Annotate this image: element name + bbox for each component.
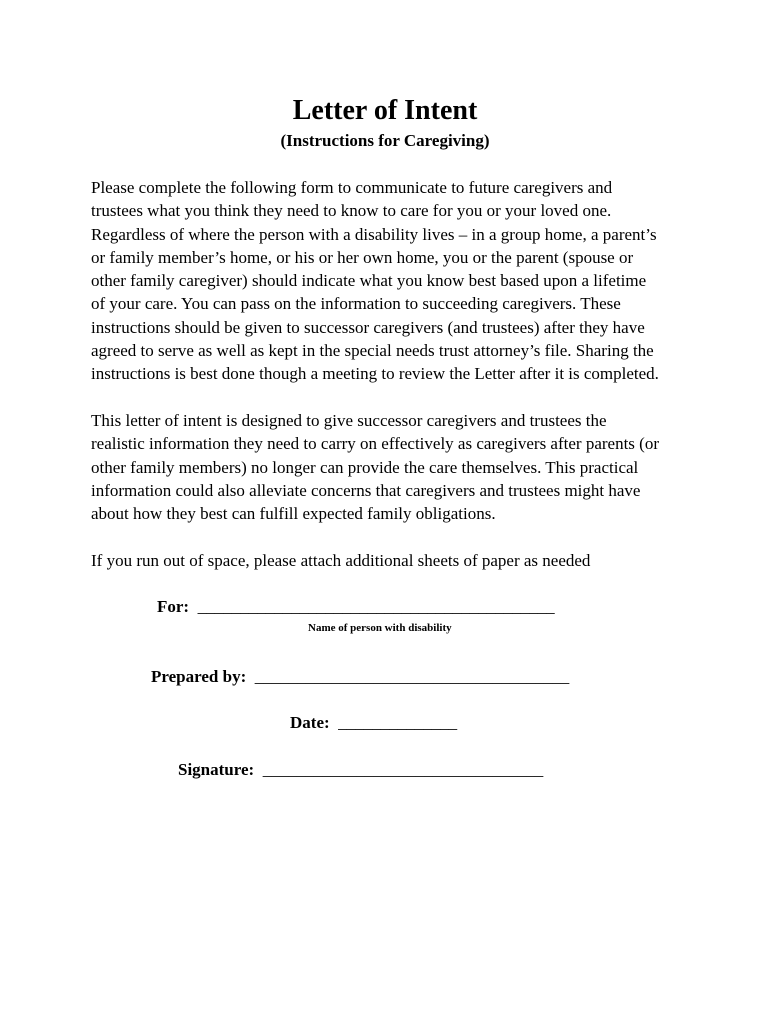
date-blank-line[interactable]: ______________ [338,713,458,732]
paragraph-line: If you run out of space, please attach additional sheets of paper as needed [91,551,591,570]
date-label: Date: [290,713,330,732]
prepared-by-field [151,666,569,688]
intro-paragraph [91,176,691,386]
paragraph-line: Regardless of where the person with a disability lives – in a group home, a parent’s [91,224,657,244]
document-subtitle: (Instructions for Caregiving) [280,131,490,150]
paragraph-line: other family caregiver) should indicate what you know best based upon a lifetime [91,271,647,291]
for-field [157,596,555,618]
paragraph-line: of your care. You can pass on the information to succeeding caregivers. These [91,294,621,314]
document-title: Letter of Intent [292,95,478,126]
prepared-by-label: Prepared by: [151,667,247,686]
prepared-by-blank-line[interactable]: _____________________________________ [254,667,570,686]
space-note-paragraph [91,549,691,572]
purpose-paragraph [91,409,691,525]
signature-label: Signature: [178,760,255,779]
paragraph-line: realistic information they need to carry on effectively as caregivers after parents (or [91,434,659,454]
paragraph-line: Please complete the following form to communicate to future caregivers and [91,178,613,197]
paragraph-line: instructions is best done though a meeting to review the Letter after it is completed. [91,364,659,384]
paragraph-line: This letter of intent is designed to give successor caregivers and trustees the [91,411,607,430]
paragraph-line: about how they best can fulfill expected family obligations. [91,504,496,524]
signature-blank-line[interactable]: _________________________________ [262,760,544,779]
paragraph-line: or family member’s home, or his or her own home, you or the parent (spouse or [91,247,634,267]
date-field [290,712,457,734]
paragraph-line: information could also alleviate concerns that caregivers and trustees might have [91,480,641,500]
for-label: For: [157,597,190,616]
for-blank-line[interactable]: __________________________________________ [197,597,555,616]
for-caption: Name of person with disability [308,622,452,634]
paragraph-line: agreed to serve as well as kept in the special needs trust attorney’s file. Sharing the [91,341,654,361]
paragraph-line: trustees what you think they need to know to care for you or your loved one. [91,201,612,221]
paragraph-line: other family members) no longer can provide the care themselves. This practical [91,457,639,477]
paragraph-line: instructions should be given to successor caregivers (and trustees) after they have [91,317,645,337]
signature-field [178,759,543,781]
